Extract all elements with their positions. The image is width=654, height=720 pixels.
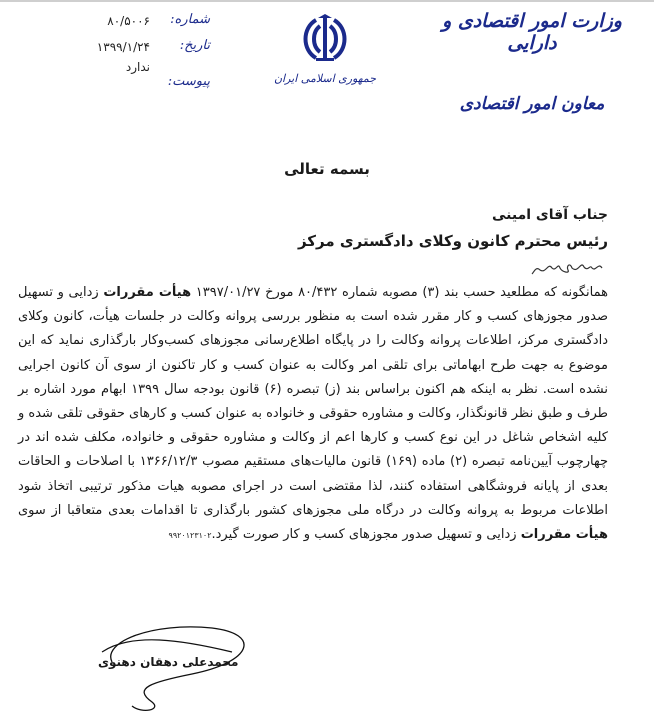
attachment-value: ندارد bbox=[125, 60, 150, 74]
emblem-icon bbox=[298, 12, 352, 66]
addressee bbox=[298, 202, 608, 254]
date-label: تاریخ: bbox=[179, 38, 210, 53]
signer-name: محمدعلی دهقان دهنوی bbox=[98, 655, 239, 669]
body-text-part2: زدایی و تسهیل صدور مجوزهای کسب و کار مقرر شده است به منظور بررسی پروانه وکالت در جلسات هیأت، کانون وکلای دادگستری مرکز، اطلاعات پروانه وکالت را در پایگاه اطلاع‌رسانی مجوزهای کسب‌وکار بارگذاری نماید که این موضوع به جهت طرح ابهاماتی برای تلقی امر وکالت به عنوان کسب و کار تاکنون از سوی آن کانون اجرایی نشده است. نظر به اینکه هم اکنون براساس بند (ز) تبصره (۶) قانون بودجه سال ۱۳۹۹ ابهام مورد اشاره بر طرف و طبق نظر قانونگذار، وکالت و مشاوره حقوقی و خانواده به عنوان کسب و کارهای حقوقی تلقی شده و کلیه اشخاص شاغل در این نوع کسب و کارها اعم از وکالت و مشاوره حقوقی و خانواده، مکلف شده اند در چهارچوب آیین‌نامه تبصره (۲) ماده (۱۶۹) قانون مالیات‌های مستقیم مصوب ۱۳۶۶/۱۲/۳ با اصلاحات و الحاقات بعدی از پایانه فروشگاهی استفاده کنند، لذا مقتضی است در اجرای مصوبه هیات مذکور ترتیبی اتخاذ شود اطلاعات مربوط به پروانه وکالت در درگاه ملی مجوزهای کشور بارگذاری تا اقدامات بعدی متعاقبا از سوی bbox=[18, 285, 609, 518]
meta-number-row bbox=[30, 12, 210, 38]
handwritten-greeting bbox=[526, 252, 606, 278]
top-border bbox=[0, 0, 654, 2]
body-bold-2: هیأت مقررات bbox=[520, 527, 608, 543]
body-text-part1: همانگونه که مطلعید حسب بند (۳) مصوبه شماره ۸۰/۴۳۲ مورخ ۱۳۹۷/۰۱/۲۷ bbox=[191, 285, 608, 300]
number-label: شماره: bbox=[170, 12, 210, 27]
attachment-label: پیوست: bbox=[167, 74, 210, 89]
addressee-name: جناب آقای امینی bbox=[492, 207, 608, 223]
iran-emblem bbox=[270, 12, 380, 85]
number-value: ۸۰/۵۰۰۶ bbox=[107, 14, 150, 28]
greeting-handwriting bbox=[526, 252, 606, 278]
reference-code: ۹۹۲۰۱۲۳۱۰۲ bbox=[168, 531, 212, 541]
addressee-title: رئیس محترم کانون وکلای دادگستری مرکز bbox=[297, 232, 608, 250]
body-text-part3: زدایی و تسهیل صدور مجوزهای کسب و کار صورت گیرد. bbox=[211, 527, 521, 543]
letter-body bbox=[18, 281, 608, 548]
letter-meta bbox=[30, 12, 210, 90]
emblem-caption: جمهوری اسلامی ایران bbox=[273, 72, 377, 85]
ministry-header bbox=[432, 10, 632, 114]
ministry-name: وزارت امور اقتصادی و دارایی bbox=[442, 10, 622, 54]
body-bold-1: هیأت مقررات bbox=[103, 285, 192, 300]
invocation: بسمه تعالی bbox=[284, 160, 370, 178]
date-value: ۱۳۹۹/۱/۲۴ bbox=[96, 40, 150, 54]
department-name: معاون امور اقتصادی bbox=[459, 94, 605, 114]
meta-attachment-row bbox=[30, 60, 210, 90]
meta-date-row bbox=[30, 38, 210, 64]
